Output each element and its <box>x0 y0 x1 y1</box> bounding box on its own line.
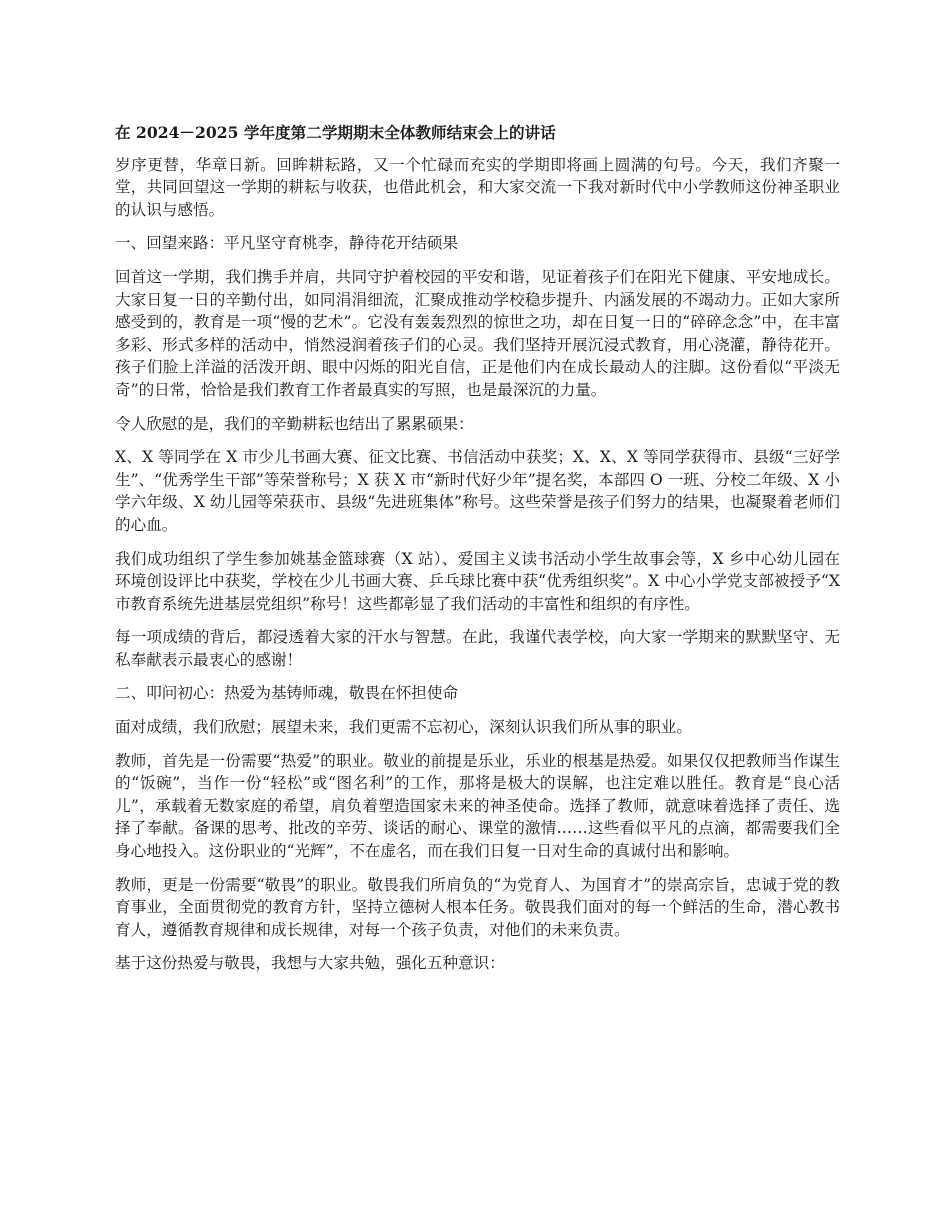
paragraph-future: 面对成绩，我们欣慰；展望未来，我们更需不忘初心，深刻认识我们所从事的职业。 <box>115 718 692 737</box>
paragraph-student-awards: X、X 等同学在 X 市少儿书画大赛、征文比赛、书信活动中获奖；X、X、X 等同学获得市、县级“三好学生”、“优秀学生干部”等荣誉称号；X 获 X 市“新时代好少年”提名奖，本部四 O 一班、分校二年级、X 小学六年级、X 幼儿园等荣获市、县级“先进班集体”称号。这些荣誉是孩子们努力的结果，也凝聚着老师们的心血。 <box>115 448 840 534</box>
paragraph-review: 回首这一学期，我们携手并肩，共同守护着校园的平安和谐，见证着孩子们在阳光下健康、平安地成长。大家日复一日的辛勤付出，如同涓涓细流，汇聚成推动学校稳步提升、内涵发展的不竭动力。正如大家所感受到的，教育是一项“慢的艺术”。它没有轰轰烈烈的惊世之功，却在日复一日的“碎碎念念”中，在丰富多彩、形式多样的活动中，悄然浸润着孩子们的心灵。我们坚持开展沉浸式教育，用心浇灌，静待花开。孩子们脸上洋溢的活泼开朗、眼中闪烁的阳光自信，正是他们内在成长最动人的注脚。这份看似“平淡无奇”的日常，恰恰是我们教育工作者最真实的写照，也是最深沉的力量。 <box>115 267 840 399</box>
paragraph-opening: 岁序更替，华章日新。回眸耕耘路，又一个忙碌而充实的学期即将画上圆满的句号。今天，我们齐聚一堂，共同回望这一学期的耕耘与收获，也借此机会，和大家交流一下我对新时代中小学教师这份神圣职业的认识与感悟。 <box>115 155 840 219</box>
speech-title: 在 2024－2025 学年度第二学期期末全体教师结束会上的讲话 <box>115 123 556 142</box>
paragraph-five-awareness: 基于这份热爱与敬畏，我想与大家共勉，强化五种意识： <box>115 954 505 973</box>
paragraph-thanks: 每一项成绩的背后，都浸透着大家的汗水与智慧。在此，我谨代表学校，向大家一学期来的默默坚守、无私奉献表示最衷心的感谢！ <box>115 628 840 669</box>
speech-content <box>115 122 840 986</box>
section-heading-2: 二、叩问初心：热爱为基铸师魂，敬畏在怀担使命 <box>115 684 459 703</box>
paragraph-love: 教师，首先是一份需要“热爱”的职业。敬业的前提是乐业，乐业的根基是热爱。如果仅仅把教师当作谋生的“饭碗”，当作一份“轻松”或“图名利”的工作，那将是极大的误解，也注定难以胜任。教育是“良心活儿”，承载着无数家庭的希望，肩负着塑造国家未来的神圣使命。选择了教师，就意味着选择了责任、选择了奉献。备课的思考、批改的辛劳、谈话的耐心、课堂的激情……这些看似平凡的点滴，都需要我们全身心地投入。这份职业的“光辉”，不在虚名，而在我们日复一日对生命的真诚付出和影响。 <box>115 751 840 861</box>
paragraph-achievements-intro: 令人欣慰的是，我们的辛勤耕耘也结出了累累硕果： <box>115 414 474 433</box>
section-heading-1: 一、回望来路：平凡坚守育桃李，静待花开结硕果 <box>115 234 459 253</box>
paragraph-reverence: 教师，更是一份需要“敬畏”的职业。敬畏我们所肩负的“为党育人、为国育才”的崇高宗旨，忠诚于党的教育事业，全面贯彻党的教育方针，坚持立德树人根本任务。敬畏我们面对的每一个鲜活的生命，潜心教书育人，遵循教育规律和成长规律，对每一个孩子负责，对他们的未来负责。 <box>115 875 840 939</box>
paragraph-activities: 我们成功组织了学生参加姚基金篮球赛（X 站）、爱国主义读书活动小学生故事会等，X 乡中心幼儿园在环境创设评比中获奖，学校在少儿书画大赛、乒乓球比赛中获“优秀组织奖”。X 中心小学党支部被授予“X 市教育系统先进基层党组织”称号！这些都彰显了我们活动的丰富性和组织的有序性。 <box>115 549 840 613</box>
